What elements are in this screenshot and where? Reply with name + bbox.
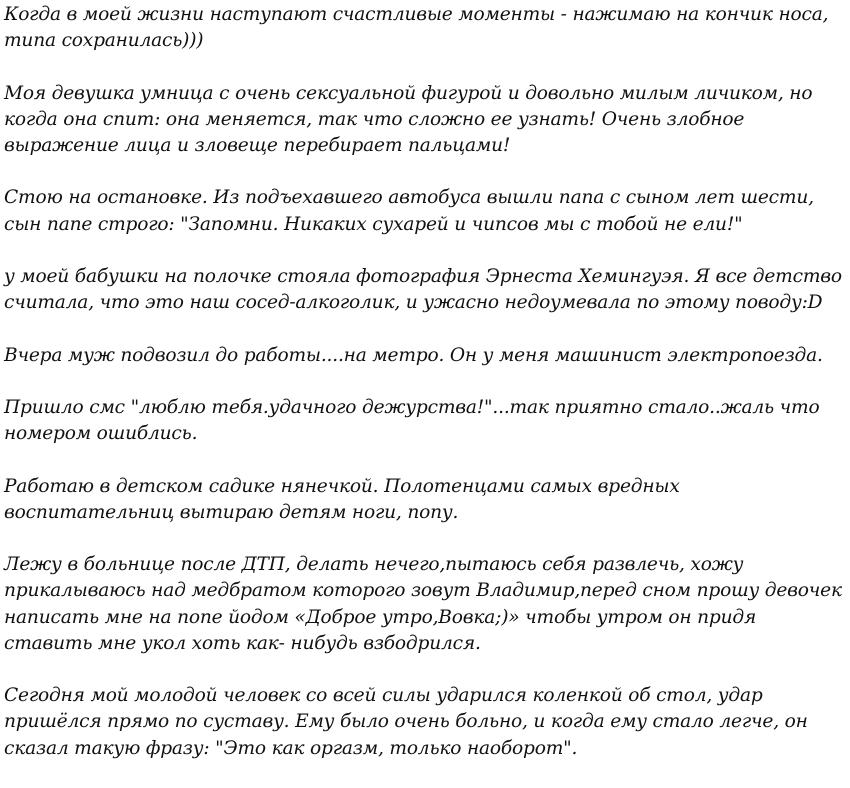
text-line: воспитательниц вытираю детям ноги, попу. bbox=[4, 501, 459, 523]
paragraph-7 bbox=[4, 474, 846, 526]
text-line: считала, что это наш сосед-алкоголик, и ужасно недоумевала по этому поводу:D bbox=[4, 292, 823, 314]
text-line: Когда в моей жизни наступают счастливые моменты - нажимаю на кончик носа, bbox=[4, 4, 829, 25]
paragraph-5 bbox=[4, 343, 846, 369]
paragraph-9 bbox=[4, 683, 846, 762]
text-line: типа сохранилась))) bbox=[4, 30, 204, 52]
paragraph-1 bbox=[4, 2, 846, 54]
text-line: Сегодня мой молодой человек со всей силы ударился коленкой об стол, удар bbox=[4, 685, 763, 707]
text-line: ставить мне укол хоть как- нибудь взбодрился. bbox=[4, 632, 481, 654]
paragraph-2 bbox=[4, 81, 846, 160]
text-line: Стою на остановке. Из подъехавшего автобуса вышли папа с сыном лет шести, bbox=[4, 187, 814, 209]
paragraph-3 bbox=[4, 185, 846, 237]
text-line: Вчера муж подвозил до работы....на метро. Он у меня машинист электропоезда. bbox=[4, 344, 823, 366]
paragraph-8 bbox=[4, 552, 846, 657]
text-line: прикалываюсь над медбратом которого зовут Владимир,перед сном прошу девочек bbox=[4, 580, 842, 602]
text-line: пришёлся прямо по суставу. Ему было очень больно, и когда ему стало легче, он bbox=[4, 711, 808, 733]
text-line: Пришло смс "люблю тебя.удачного дежурства!"...так приятно стало..жаль что bbox=[4, 396, 820, 418]
paragraph-4 bbox=[4, 264, 846, 316]
text-line: когда она спит: она меняется, так что сложно ее узнать! Очень злобное bbox=[4, 108, 745, 130]
document-text bbox=[4, 2, 846, 788]
text-line: номером ошиблись. bbox=[4, 423, 198, 445]
paragraph-6 bbox=[4, 395, 846, 447]
text-line: выражение лица и зловеще перебирает пальцами! bbox=[4, 135, 511, 156]
text-line: Моя девушка умница с очень сексуальной фигурой и довольно милым личиком, но bbox=[4, 82, 813, 104]
text-line: написать мне на попе йодом «Доброе утро,Вовка;)» чтобы утром он придя bbox=[4, 606, 757, 628]
text-line: Работаю в детском садике нянечкой. Полотенцами самых вредных bbox=[4, 475, 680, 497]
text-line: у моей бабушки на полочке стояла фотография Эрнеста Хемингуэя. Я все детство bbox=[4, 265, 842, 287]
text-line: Лежу в больнице после ДТП, делать нечего,пытаюсь себя развлечь, хожу bbox=[4, 554, 744, 576]
text-line: сын папе строго: "Запомни. Никаких сухарей и чипсов мы с тобой не ели!" bbox=[4, 213, 743, 235]
text-line: сказал такую фразу: "Это как оргазм, только наоборот". bbox=[4, 737, 578, 759]
